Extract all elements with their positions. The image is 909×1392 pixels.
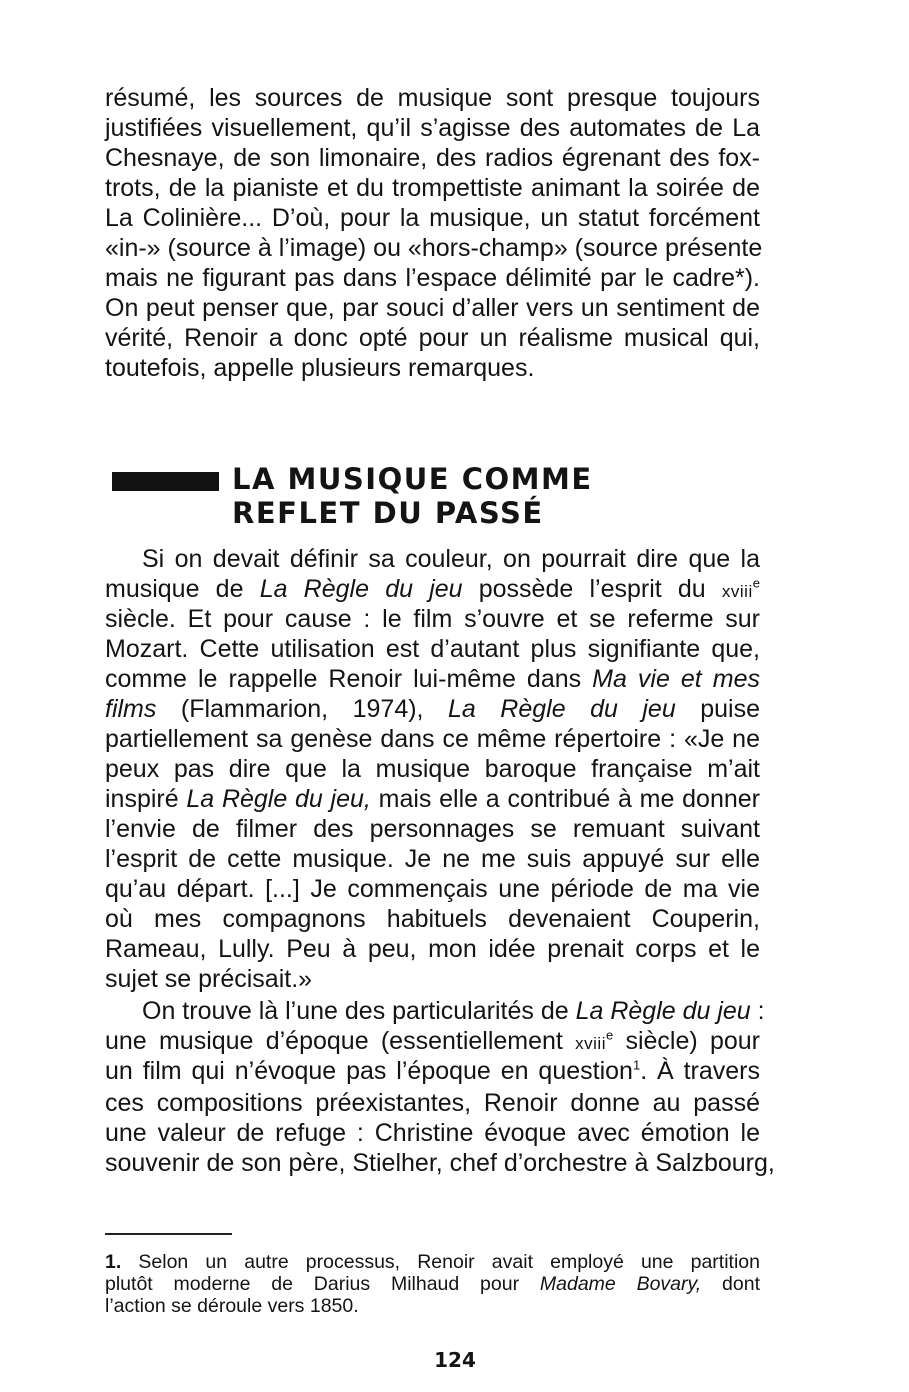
text-line: trots, de la pianiste et du trompettiste animant la soirée de [105,174,760,202]
text-line: souvenir de son père, Stielher, chef d’orchestre à Salzbourg, [105,1149,775,1177]
book-title: films [105,695,157,723]
text-line: On peut penser que, par souci d’aller vers un sentiment de [105,294,760,322]
text-line: qu’au départ. [...] Je commençais une période de ma vie [105,875,760,903]
text-line: toutefois, appelle plusieurs remarques. [105,354,535,382]
text-line: La Colinière... D’où, pour la musique, un statut forcément [105,204,760,232]
text-line: une musique d’époque (essentiellement xviii$^e$ siècle) pour [105,1027,761,1055]
text-line: partiellement sa genèse dans ce même répertoire : «Je ne [105,725,760,753]
text-line: films (Flammarion, 1974), La Règle du jeu puise [105,695,761,723]
text-line: l’envie de filmer des personnages se remuant suivant [105,815,760,843]
page-number: 124 [434,1348,476,1372]
footnote-line: l’action se déroule vers 1850. [105,1295,359,1317]
text-line: sujet se précisait.» [105,965,313,993]
text-line: justifiées visuellement, qu’il s’agisse des automates de La [105,114,760,142]
text-line: l’esprit de cette musique. Je ne me suis appuyé sur elle [105,845,760,873]
footnote-line: 1. Selon un autre processus, Renoir avait employé une partition [105,1251,760,1273]
film-title: La Règle du jeu [575,997,751,1025]
century-numeral: xviii [721,582,753,601]
century-numeral: xviii [575,1034,606,1053]
text-line: une valeur de refuge : Christine évoque avec émotion le [105,1119,760,1147]
film-title: La Règle du jeu [447,695,676,723]
text-line: mais ne figurant pas dans l’espace délimité par le cadre*). [105,264,760,292]
text-line: Mozart. Cette utilisation est d’autant plus signifiante que, [105,635,760,663]
text-line: ces compositions préexistantes, Renoir donne au passé [105,1089,760,1117]
footnote-number: 1. [105,1251,122,1273]
section-heading-line-1: LA MUSIQUE COMME [232,462,593,496]
text-line: «in-» (source à l’image) ou «hors-champ» (source présente [105,234,763,262]
text-line: peux pas dire que la musique baroque française m’ait [105,755,760,783]
text-line: Chesnaye, de son limonaire, des radios égrenant des fox- [105,144,760,172]
text-line: résumé, les sources de musique sont presque toujours [105,84,760,112]
footnote-divider [105,1233,232,1235]
footnote-reference[interactable]: 1 [632,1057,641,1073]
text-line: musique de La Règle du jeu possède l’esprit du xviii$^e$ [105,575,760,603]
text-line: inspiré La Règle du jeu, mais elle a contribué à me donner [105,785,760,813]
text-line: comme le rappelle Renoir lui-même dans Ma vie et mes [105,665,760,693]
heading-bar [112,472,219,491]
text-line: Rameau, Lully. Peu à peu, mon idée prenait corps et le [105,935,760,963]
film-title: La Règle du jeu, [186,785,371,813]
film-title: La Règle du jeu [259,575,463,603]
text-line: On trouve là l’une des particularités de La Règle du jeu : [142,997,765,1025]
section-heading-line-2: REFLET DU PASSÉ [232,496,544,530]
text-line: siècle. Et pour cause : le film s’ouvre et se referme sur [105,605,760,633]
text-line: où mes compagnons habituels devenaient Couperin, [105,905,760,933]
film-title: Madame Bovary, [539,1273,702,1295]
text-line: Si on devait définir sa couleur, on pourrait dire que la [142,545,760,573]
footnote-line: plutôt moderne de Darius Milhaud pour Madame Bovary, dont [105,1273,760,1295]
book-title: Ma vie et mes [592,665,760,693]
text-line: un film qui n’évoque pas l’époque en question$^1$. À travers [105,1057,760,1085]
text-line: vérité, Renoir a donc opté pour un réalisme musical qui, [105,324,760,352]
